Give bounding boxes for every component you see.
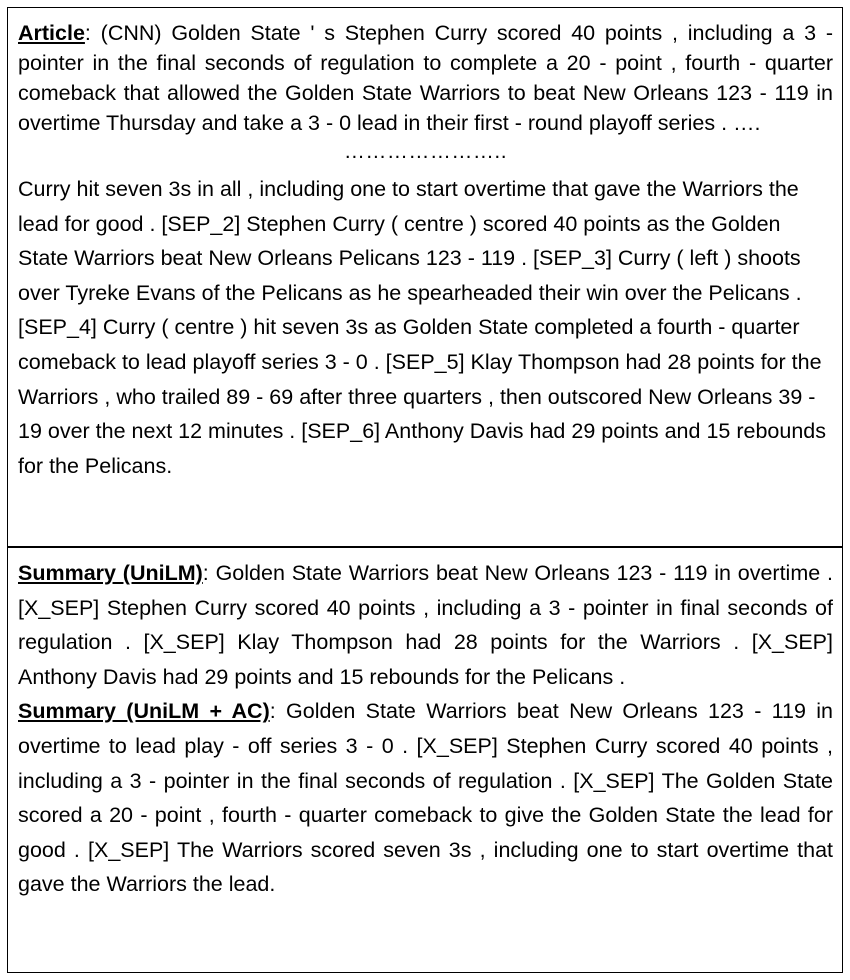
article-body-text: Curry hit seven 3s in all , including one to start overtime that gave the Warriors the lead for good . [SEP_2] Stephen Curry ( centre ) scored 40 points as the Golden State Warriors beat New Orleans Pelicans 123 - 119 . [SEP_3] Curry ( left ) shoots over Tyreke Evans of the Pelicans as he spearheaded their win over the Pelicans . [SEP_4] Curry ( centre ) hit seven 3s as Golden State completed a fourth - quarter comeback to lead playoff series 3 - 0 . [SEP_5] Klay Thompson had 28 points for the Warriors , who trailed 89 - 69 after three quarters , then outscored New Orleans 39 - 19 over the next 12 minutes . [SEP_6] Anthony Davis had 29 points and 15 rebounds for the Pelicans. (18, 177, 826, 478)
summary-unilm-text: : Golden State Warriors beat New Orleans 123 - 119 in overtime . [X_SEP] Stephen Curry scored 40 points , including a 3 - pointer in final seconds of regulation . [X_SEP] Klay Thompson had 28 points for the Warriors . [X_SEP] Anthony Davis had 29 points and 15 rebounds for the Pelicans . (18, 561, 833, 689)
summary-unilm-paragraph (18, 556, 833, 694)
summary-unilm-ac-label: Summary (UniLM + AC) (18, 699, 270, 724)
summary-unilm-ac (18, 694, 833, 902)
example-table (7, 7, 843, 973)
omission-ellipsis: ………………….. (343, 140, 508, 163)
article-label: Article (18, 21, 85, 45)
summary-unilm-ac-text: : Golden State Warriors beat New Orleans 123 - 119 in overtime to lead play - off series 3 - 0 . [X_SEP] Stephen Curry scored 40 points , including a 3 - pointer in the final seconds of regulation . [X_SEP] The Golden State scored a 20 - point , fourth - quarter comeback to give the Golden State the lead for good . [X_SEP] The Warriors scored seven 3s , including one to start overtime that gave the Warriors the lead. (18, 699, 833, 897)
summary-unilm-ac-paragraph (18, 694, 833, 902)
article-lead-paragraph (18, 18, 833, 138)
summary-section (8, 548, 842, 902)
summary-unilm (18, 556, 833, 694)
summary-unilm-label: Summary (UniLM) (18, 561, 203, 585)
article-lead-text: : (CNN) Golden State ' s Stephen Curry scored 40 points , including a 3 - pointer in the final seconds of regulation to complete a 20 - point , fourth - quarter comeback that allowed the Golden State Warriors to beat New Orleans 123 - 119 in overtime Thursday and take a 3 - 0 lead in their first - round playoff series . …. (18, 21, 833, 135)
article-section (8, 8, 842, 548)
